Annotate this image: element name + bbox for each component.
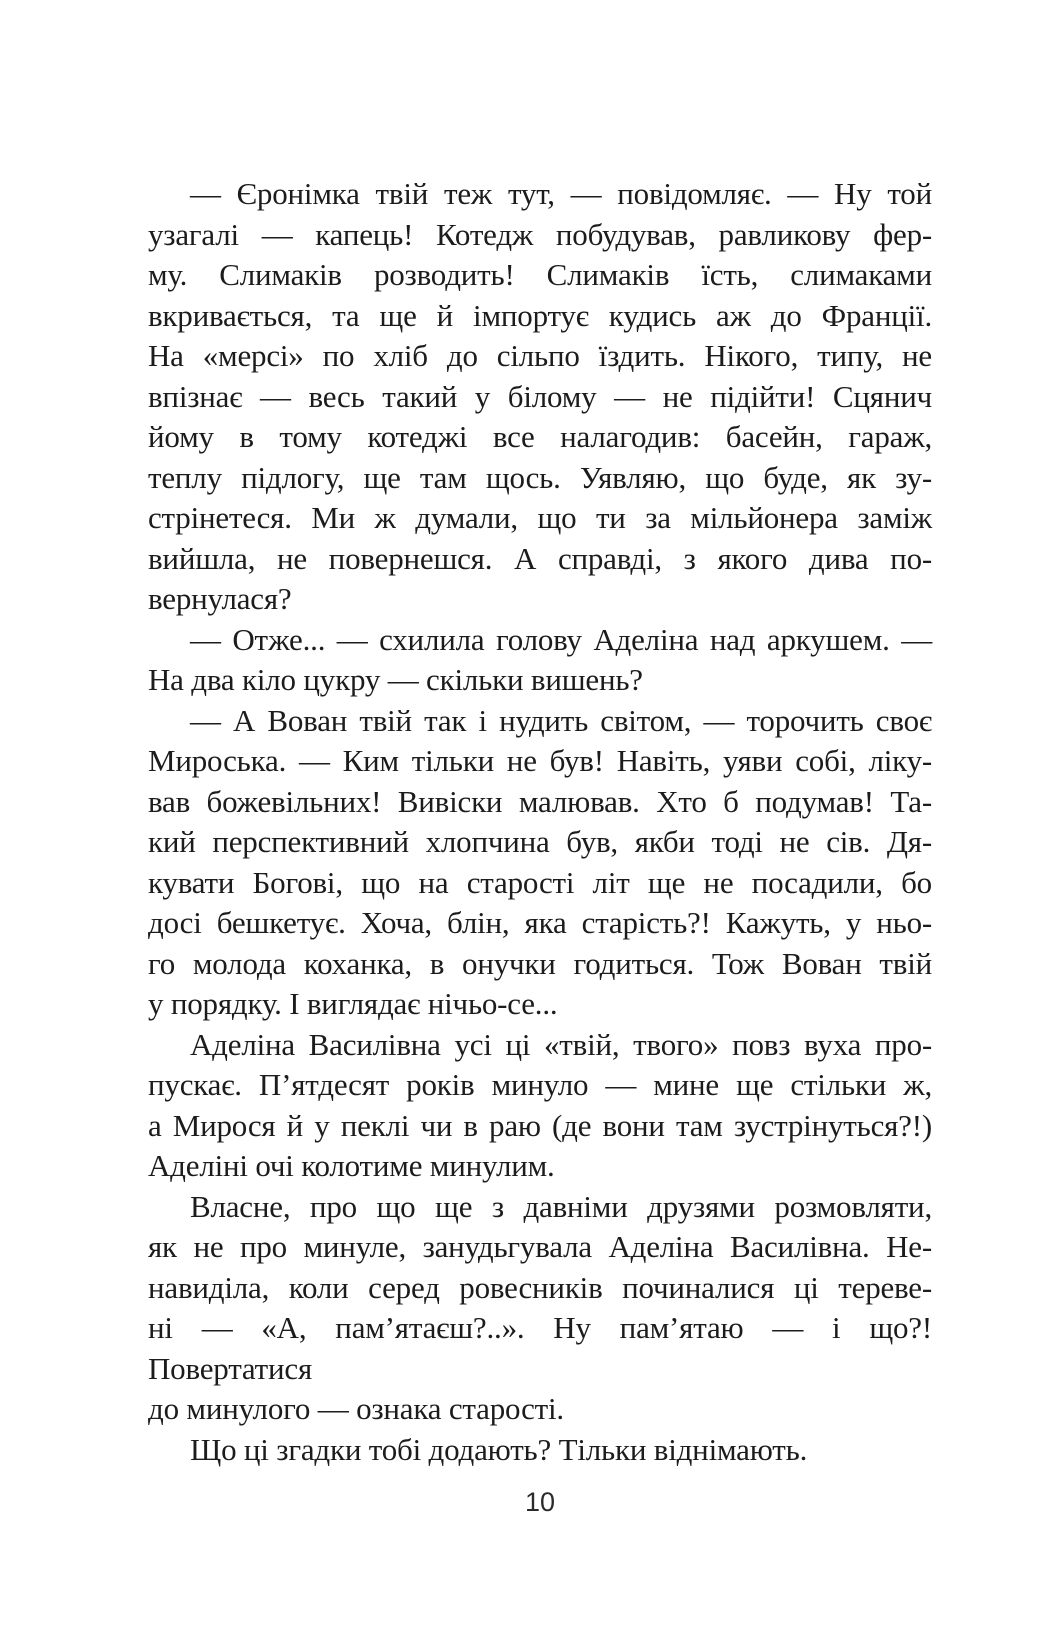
text-line: го молода коханка, в онучки годиться. Тож Вован твій [148, 945, 932, 981]
text-line: досі бешкетує. Хоча, блін, яка старість?! Кажуть, у ньо- [148, 905, 932, 940]
page-text [148, 174, 932, 1470]
text-line: як не про минуле, занудьгувала Аделіна Василівна. Не- [148, 1229, 932, 1264]
text-line: — А Вован твій так і нудить світом, — торочить своє [190, 702, 932, 738]
text-line: Власне, про що ще з давніми друзями розмовляти, [190, 1188, 932, 1224]
paragraph [148, 174, 932, 620]
text-line: а Мирося й у пеклі чи в раю (де вони там зустрінуться?!) [148, 1107, 932, 1143]
paragraph [148, 1025, 932, 1187]
text-line: кий перспективний хлопчина був, якби тоді не сів. Дя- [148, 824, 932, 859]
paragraph [148, 620, 932, 701]
text-line: у порядку. І виглядає нічьо-се... [148, 986, 558, 1021]
text-line: вкривається, та ще й імпортує кудись аж до Франції. [148, 297, 932, 333]
text-line: йому в тому котеджі все налагодив: басейн, гараж, [148, 419, 932, 454]
text-line: впізнає — весь такий у білому — не підійти! Сцянич [148, 378, 932, 414]
paragraph [148, 701, 932, 1025]
text-line: На два кіло цукру — скільки вишень? [148, 662, 643, 697]
text-line: узагалі — капець! Котедж побудував, равликову фер- [148, 216, 932, 252]
text-line: На «мерсі» по хліб до сільпо їздить. Нікого, типу, не [148, 338, 932, 373]
text-line: пускає. П’ятдесят років минуло — мине ще стільки ж, [148, 1067, 932, 1102]
text-line: теплу підлогу, ще там щось. Уявляю, що буде, як зу- [148, 459, 932, 495]
text-line: вийшла, не повернешся. А справді, з якого дива по- [148, 540, 932, 576]
text-line: стрінетеся. Ми ж думали, що ти за мільйонера заміж [148, 500, 932, 535]
text-line: вав божевільних! Вивіски малював. Хто б подумав! Та- [148, 783, 932, 819]
text-line: — Отже... — схилила голову Аделіна над аркушем. — [190, 621, 932, 657]
text-line: Мироська. — Ким тільки не був! Навіть, уяви собі, ліку- [148, 743, 932, 778]
text-line: навиділа, коли серед ровесників починалися ці тереве- [148, 1269, 932, 1305]
paragraph [148, 1430, 932, 1471]
text-line: — Єронімка твій теж тут, — повідомляє. — Ну той [190, 176, 932, 211]
text-line: кувати Богові, що на старості літ ще не посадили, бо [148, 864, 932, 900]
page-number: 10 [524, 1487, 556, 1517]
text-line: му. Слимаків розводить! Слимаків їсть, слимаками [148, 257, 932, 292]
text-line: Аделіна Василівна усі ці «твій, твого» повз вуха про- [190, 1026, 932, 1062]
text-line: ні — «А, пам’ятаєш?..». Ну пам’ятаю — і що?! Повертатися [148, 1310, 932, 1386]
text-line: Аделіні очі колотиме минулим. [148, 1148, 555, 1183]
text-line: до минулого — ознака старості. [148, 1391, 564, 1426]
text-line: Що ці згадки тобі додають? Тільки віднімають. [190, 1431, 808, 1467]
text-line: вернулася? [148, 581, 292, 616]
paragraph [148, 1187, 932, 1430]
